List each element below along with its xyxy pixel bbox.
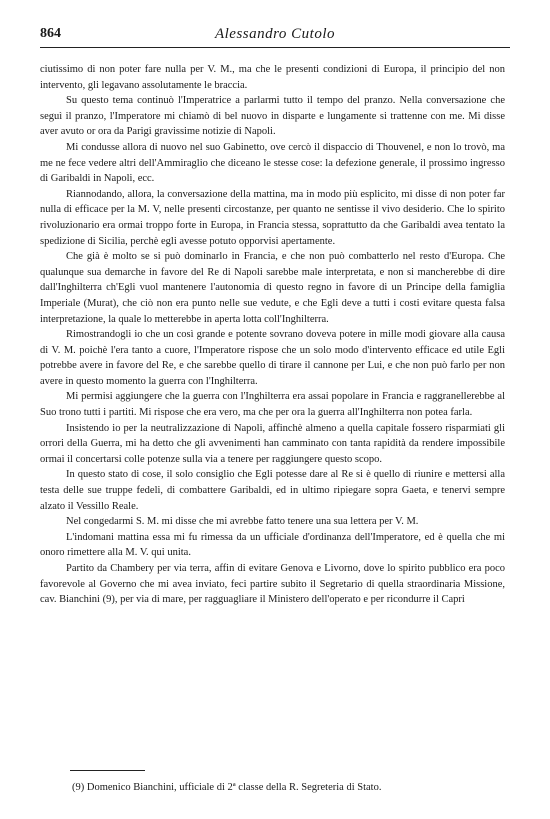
paragraph: Che già è molto se si può dominarlo in Francia, e che non può combatterlo nel resto d'Europa. Che qualunque sua demarche in favore del Re di Napoli sarebbe male interpretata, e non si mancherebbe di dire dall'Inghilterra ch'Egli vuol mantenere l'autonomia di questo regno in favore di un Principe della famiglia Imperiale (Murat), che ciò non era punto nelle sue vedute, e che Egli deve a tutti i costi evitare questa falsa interpretazione, la quale lo metterebbe in aperta lotta coll'Inghilterra. [40, 251, 505, 325]
paragraph: Riannodando, allora, la conversazione della mattina, ma in modo più esplicito, mi disse di non poter far nulla di efficace per la M. V, nelle presenti circostanze, per quanto ne sentisse il vivo desiderio. Che lo spirito rivoluzionario era ormai troppo forte in Europa, in Francia stessa, soprattutto da che Garibaldi avea tentato la spedizione di Sicilia, perchè egli avesse potuto opporvisi apertamente. [40, 188, 505, 247]
paragraph: Insistendo io per la neutralizzazione di Napoli, affinchè almeno a quella capitale fossero risparmiati gli orrori della Guerra, mi ha detto che gli avvenimenti han camminato con tanta rapidità da rendere impossibile ormai il concertarsi colle potenze sulla via a tenere per raggiungere questo scopo. [40, 422, 505, 465]
paragraph: Rimostrandogli io che un così grande e potente sovrano doveva potere in mille modi giovare alla causa di V. M. poichè l'era tanto a cuore, l'Imperatore rispose che un solo modo d'intervento efficace ed utile Egli potrebbe avere in favore del Re, e che sarebbe quello di tirare il cannone per Lui, e che non può farlo per non avere in questo momento la guerra con l'Inghilterra. [40, 329, 505, 387]
paragraph: In questo stato di cose, il solo consiglio che Egli potesse dare al Re si è quello di riunire e mettersi alla testa delle sue truppe fedeli, di combattere Garibaldi, ed in ultimo ripiegare sopra Gaeta, e tenervi sempre alzato il Vessillo Reale. [40, 469, 505, 512]
paragraph: Mi permisi aggiungere che la guerra con l'Inghilterra era assai popolare in Francia e raggranellerebbe al Suo trono tutti i partiti. Mi rispose che era vero, ma che per ora la guerra all'Inghilterra non potea farla. [40, 391, 505, 419]
page-number: 864 [40, 26, 61, 41]
paragraph: L'indomani mattina essa mi fu rimessa da un ufficiale d'ordinanza dell'Imperatore, ed è quella che mi onoro rimettere alla M. V. qui unita. [40, 531, 505, 559]
paragraph: Su questo tema continuò l'Imperatrice a parlarmi tutto il tempo del pranzo. Nella conversazione che seguì il pranzo, l'Imperatore mi chiamò di bel nuovo in disparte e lungamente si trattenne con me. Mi disse aver avuto or ora da Parigi gravissime notizie di Napoli. [40, 95, 505, 138]
header-rule [40, 47, 510, 48]
paragraph: Nel congedarmi S. M. mi disse che mi avrebbe fatto tenere una sua lettera per V. M. [66, 516, 419, 528]
footnote: (9) Domenico Bianchini, ufficiale di 2ª classe della R. Segreteria di Stato. [72, 782, 382, 793]
paragraph: ciutissimo di non poter fare nulla per V. M., ma che le presenti condizioni di Europa, il principio del non intervento, gli legavano assolutamente le braccia. [40, 64, 505, 91]
body-text [40, 62, 505, 608]
footnote-rule [70, 770, 145, 771]
paragraph: Mi condusse allora di nuovo nel suo Gabinetto, ove cercò il dispaccio di Thouvenel, e non lo trovò, ma me ne fece vedere altri dell'Ammiraglio che diceano le stesse cose: la defezione generale, il prossimo ingresso di Garibaldi in Napoli, ecc. [40, 141, 505, 185]
page-header [40, 26, 510, 46]
paragraph: Partito da Chambery per via terra, affin di evitare Genova e Livorno, dove lo spirito pubblico era poco favorevole al Governo che mi avea inviato, feci partire subito il Segretario di quella straordinaria Missione, cav. Bianchini (9), per via di mare, per ragguagliare il Ministero dell'operato e per ricondurre il Capri [40, 563, 505, 606]
running-title: Alessandro Cutolo [214, 26, 336, 42]
